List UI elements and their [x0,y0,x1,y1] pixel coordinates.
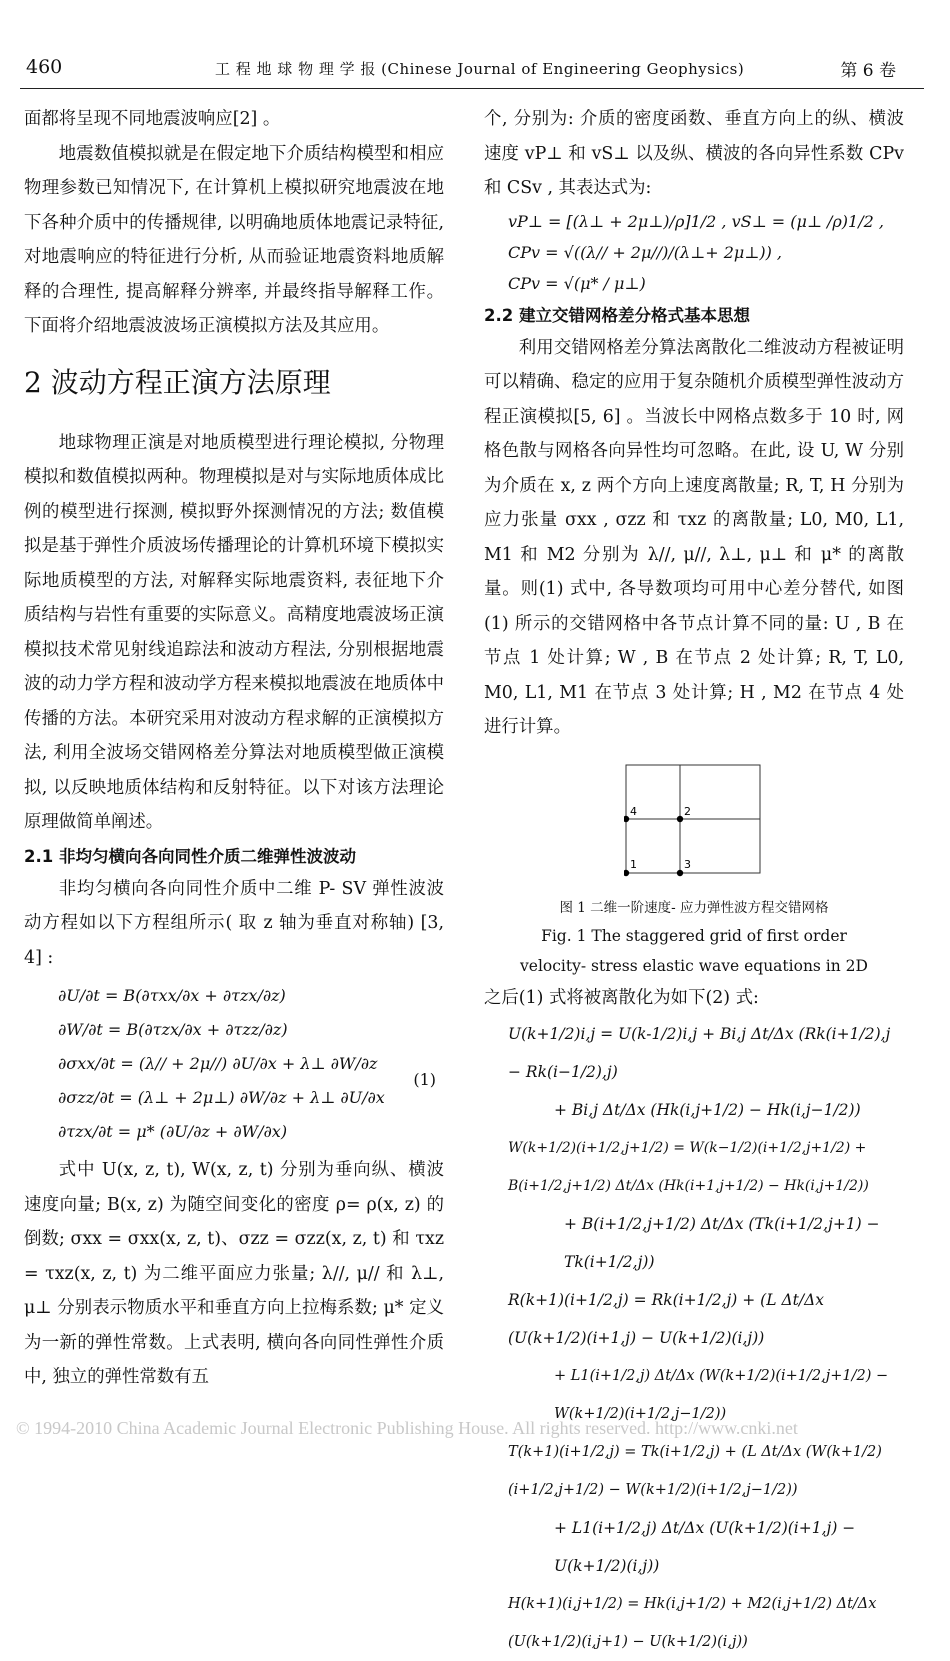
equation: ∂W/∂t = B(∂τzx/∂x + ∂τzz/∂z) [58,1020,288,1039]
paragraph: 之后(1) 式将被离散化为如下(2) 式: [484,987,759,1008]
node-label: 3 [684,857,691,871]
discrete-equation: U(k+1/2)i,j = U(k-1/2)i,j + Bi,j Δt/Δx (Rk(i+1/2),j − Rk(i−1/2),j) [508,1025,891,1081]
node-label: 1 [630,857,637,871]
section-title: 2 波动方程正演方法原理 [24,365,331,399]
journal-title: 工 程 地 球 物 理 学 报 (Chinese Journal of Engineering Geophysics) [215,60,745,78]
paragraph: 利用交错网格差分算法离散化二维波动方程被证明可以精确、稳定的应用于复杂随机介质模型弹性波动方程正演模拟[5, 6] 。当波长中网格点数多于 10 时, 网格色散与网格各向异性均可忽略。在此, 设 U, W 分别为介质在 x, z 两个方向上速度离散量; R, T, H 分别为应力张量 σxx , σzz 和 τxz 的离散量; L0, M0, L1, M1 和 M2 分别为 λ//, μ//, λ⊥, μ⊥ 和 μ* 的离散量。则(1) 式中, 各导数项均可用中心差分替代, 如图(1) 所示的交错网格中各节点计算不同的量: U , B 在节点 1 处计算; W , B 在节点 2 处计算; R, T, L0, M0, L1, M1 在节点 3 处计算; H , M2 在节点 4 处进行计算。 [484,337,904,737]
node-label: 4 [630,804,637,818]
discrete-equation: H(k+1)(i,j+1/2) = Hk(i,j+1/2) + M2(i,j+1/2) Δt/Δx (U(k+1/2)(i,j+1) − U(k+1/2)(i,j)) [508,1596,877,1650]
node-4 [624,815,629,821]
figure-caption-en: Fig. 1 The staggered grid of first order [541,926,847,945]
equation: CPv = √(μ* / μ⊥) [508,273,646,293]
equation-number: (1) [413,1070,436,1089]
paragraph: 面都将呈现不同地震波响应[2] 。 [24,109,281,129]
staggered-grid-diagram [624,763,764,877]
discrete-equation: T(k+1)(i+1/2,j) = Tk(i+1/2,j) + (L Δt/Δx (W(k+1/2)(i+1/2,j+1/2) − W(k+1/2)(i+1/2,j−1/2)) [508,1444,882,1498]
page-number: 460 [26,56,63,78]
discrete-equation: + Bi,j Δt/Δx (Hk(i,j+1/2) − Hk(i,j−1/2)) [554,1101,861,1119]
equation: CPv = √((λ// + 2μ//)/(λ⊥+ 2μ⊥)) , [508,242,782,262]
node-label: 2 [684,804,691,818]
equation: ∂σxx/∂t = (λ// + 2μ//) ∂U/∂x + λ⊥ ∂W/∂z [58,1054,378,1073]
header-rule [20,88,924,89]
paragraph: 地球物理正演是对地质模型进行理论模拟, 分物理模拟和数值模拟两种。物理模拟是对与实际地质体成比例的模型进行探测, 模拟野外探测情况的方法; 数值模拟是基于弹性介质波场传播理论的计算机环境下模拟实际地质模型的方法, 对解释实际地震资料, 表征地下介质结构与岩性有重要的实际意义。高精度地震波场正演模拟技术常见射线追踪法和波动方程法, 分别根据地震波的动力学方程和波动学方程来模拟地震波在地质体中传播的方法。本研究采用对波动方程求解的正演模拟方法, 利用全波场交错网格差分算法对地质模型做正演模拟, 以反映地质体结构和反射特征。以下对该方法理论原理做简单阐述。 [24,432,444,832]
equation: ∂τzx/∂t = μ* (∂U/∂z + ∂W/∂x) [58,1122,288,1141]
node-1 [624,869,629,875]
paragraph: 非均匀横向各向同性介质中二维 P- SV 弹性波波动方程如以下方程组所示( 取 z 轴为垂直对称轴) [3, 4] : [24,878,444,968]
figure-caption-cn: 图 1 二维一阶速度- 应力弹性波方程交错网格 [559,899,829,916]
discrete-equation: + L1(i+1/2,j) Δt/Δx (U(k+1/2)(i+1,j) − U(k+1/2)(i,j)) [554,1519,856,1575]
discrete-equation: R(k+1)(i+1/2,j) = Rk(i+1/2,j) + (L Δt/Δx (U(k+1/2)(i+1,j) − U(k+1/2)(i,j)) [508,1291,825,1347]
equation-system-1 [58,979,444,1149]
equation: ∂σzz/∂t = (λ⊥ + 2μ⊥) ∂W/∂z + λ⊥ ∂U/∂x [58,1088,385,1107]
figure-staggered-grid [484,763,904,981]
paragraph: 式中 U(x, z, t), W(x, z, t) 分别为垂向纵、横波速度向量; B(x, z) 为随空间变化的密度 ρ= ρ(x, z) 的倒数; σxx = σxx(x, z, t)、σzz = σzz(x, z, t) 和 τxz = τxz(x, z, t) 为二维平面应力张量; λ//, μ// 和 λ⊥, μ⊥ 分别表示物质水平和垂直方向上拉梅系数; μ* 定义为一新的弹性常数。上式表明, 横向各向同性弹性介质中, 独立的弹性常数有五 [24,1160,444,1387]
left-column [24,102,444,1395]
equation: vP⊥ = [(λ⊥ + 2μ⊥)/ρ]1/2 , vS⊥ = (μ⊥ /ρ)1/2 , [508,211,884,231]
equation: ∂U/∂t = B(∂τxx/∂x + ∂τzx/∂z) [58,986,286,1005]
paragraph: 个, 分别为: 介质的密度函数、垂直方向上的纵、横波速度 vP⊥ 和 vS⊥ 以及纵、横波的各向异性系数 CPv 和 CSv , 其表达式为: [484,109,904,198]
node-2 [677,815,683,821]
subsection-title: 2.2 建立交错网格差分格式基本思想 [484,305,750,325]
volume-label: 第 6 卷 [840,61,896,81]
subsection-title: 2.1 非均匀横向各向同性介质二维弹性波波动 [24,846,356,866]
discrete-equation: + B(i+1/2,j+1/2) Δt/Δx (Tk(i+1/2,j+1) − Tk(i+1/2,j)) [564,1215,880,1271]
page-header [0,56,950,84]
figure-caption-en: velocity- stress elastic wave equations in 2D [520,956,868,975]
discrete-equation: + L1(i+1/2,j) Δt/Δx (W(k+1/2)(i+1/2,j+1/2) − W(k+1/2)(i+1/2,j−1/2)) [554,1368,889,1422]
copyright-watermark: © 1994-2010 China Academic Journal Electronic Publishing House. All rights reserved. http://www.cnki.net [16,1418,798,1438]
paragraph: 地震数值模拟就是在假定地下介质结构模型和相应物理参数已知情况下, 在计算机上模拟研究地震波在地下各种介质中的传播规律, 以明确地质体地震记录特征, 对地震响应的特征进行分析, 从而验证地震资料地质解释的合理性, 提高解释分辨率, 并最终指导解释工作。下面将介绍地震波波场正演模拟方法及其应用。 [24,143,444,336]
discrete-equation: W(k+1/2)(i+1/2,j+1/2) = W(k−1/2)(i+1/2,j+1/2) + B(i+1/2,j+1/2) Δt/Δx (Hk(i+1,j+1/2) − Hk(i,j+1/2)) [508,1140,869,1194]
node-3 [677,869,683,875]
